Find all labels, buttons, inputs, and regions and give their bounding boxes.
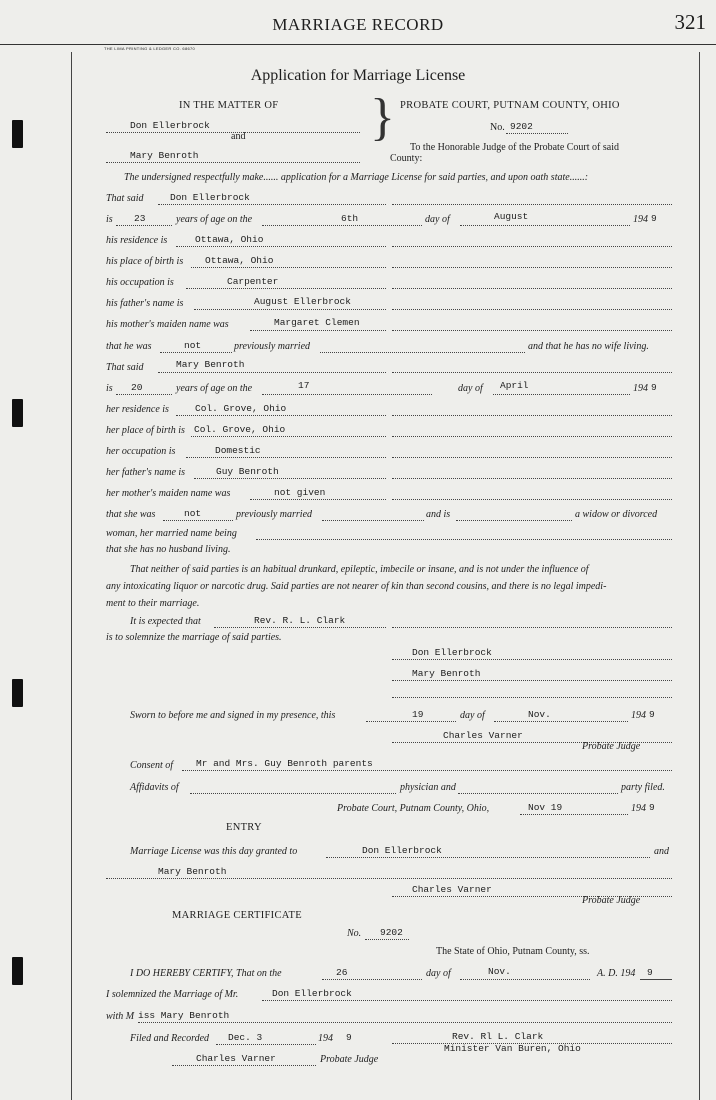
- probate-year-prefix: 194: [631, 803, 646, 814]
- fill-line: [190, 793, 396, 794]
- certify-ad-label: A. D. 194: [597, 968, 636, 979]
- bride-father-label: her father's name is: [106, 467, 186, 478]
- fill-line: [250, 499, 386, 500]
- certify-day: 26: [336, 967, 348, 978]
- fill-line: [392, 457, 672, 458]
- party-filed: party filed.: [621, 782, 665, 793]
- bride-married-prefix: that she was: [106, 509, 156, 520]
- bride-mother-label: her mother's maiden name was: [106, 488, 231, 499]
- groom-birthplace-label: his place of birth is: [106, 256, 184, 267]
- fill-line: [366, 721, 456, 722]
- page-number: 321: [674, 10, 706, 34]
- bride-name: Mary Benroth: [176, 359, 245, 370]
- groom-mother-label: his mother's maiden name was: [106, 319, 229, 330]
- groom-year-suffix: 9: [651, 213, 657, 224]
- record-title: MARRIAGE RECORD: [272, 15, 444, 34]
- binder-hole: [12, 679, 23, 707]
- groom-occupation-label: his occupation is: [106, 277, 174, 288]
- entry-groom: Don Ellerbrock: [362, 845, 442, 856]
- fill-line: [506, 133, 568, 134]
- solemnized-label: I solemnized the Marriage of Mr.: [106, 989, 239, 1000]
- binder-hole: [12, 957, 23, 985]
- bride-age: 20: [131, 382, 143, 393]
- filed-year-prefix: 194: [318, 1033, 333, 1044]
- groom-age-label: years of age on the: [176, 214, 253, 225]
- probate-date-label: Probate Court, Putnam County, Ohio,: [337, 803, 490, 814]
- entry-and: and: [654, 846, 669, 857]
- fill-line: [392, 246, 672, 247]
- page-header: [0, 0, 716, 46]
- bride-mother: not given: [274, 487, 326, 498]
- bride-residence: Col. Grove, Ohio: [195, 403, 287, 414]
- and-label: and: [231, 131, 246, 142]
- binder-hole: [12, 120, 23, 148]
- certificate-groom: Don Ellerbrock: [272, 988, 352, 999]
- certificate-judge-title: Probate Judge: [320, 1054, 379, 1065]
- fill-line: [116, 225, 172, 226]
- fill-line: [520, 814, 628, 815]
- groom-married-value: not: [184, 340, 202, 351]
- bride-age-label: years of age on the: [176, 383, 253, 394]
- court-name: PROBATE COURT, PUTNAM COUNTY, OHIO: [400, 100, 620, 111]
- fill-line: [320, 352, 525, 353]
- bride-that-said: That said: [106, 362, 144, 373]
- bride-birth-month: April: [500, 380, 529, 391]
- bride-married-value: not: [184, 508, 202, 519]
- officiant-signature: Rev. Rl L. Clark: [452, 1031, 544, 1042]
- groom-married-prefix: that he was: [106, 341, 152, 352]
- groom-residence: Ottawa, Ohio: [195, 234, 264, 245]
- fill-line: [392, 659, 672, 660]
- fill-line: [392, 309, 672, 310]
- fill-line: [250, 330, 386, 331]
- fill-line: [106, 162, 360, 163]
- probate-date: Nov 19: [528, 802, 563, 813]
- bracket: }: [370, 89, 395, 146]
- bride-and-is: and is: [426, 509, 451, 520]
- fill-line: [326, 857, 650, 858]
- fill-line: [262, 1000, 672, 1001]
- groom-year-prefix: 194: [633, 214, 648, 225]
- fill-line: [365, 939, 409, 940]
- matter-bride-name: Mary Benroth: [130, 150, 199, 161]
- fill-line: [186, 288, 386, 289]
- fill-line: [158, 372, 386, 373]
- certify-day-of: day of: [426, 968, 451, 979]
- groom-that-said: That said: [106, 193, 144, 204]
- in-matter-of: IN THE MATTER OF: [179, 100, 279, 111]
- fill-line: [172, 1065, 316, 1066]
- fill-line: [322, 520, 424, 521]
- bride-birthplace: Col. Grove, Ohio: [194, 424, 286, 435]
- groom-age: 23: [134, 213, 146, 224]
- sworn-month: Nov.: [528, 709, 551, 720]
- officiant-title: Minister Van Buren, Ohio: [444, 1043, 581, 1054]
- expected-label: It is expected that: [130, 616, 201, 627]
- fill-line: [392, 372, 672, 373]
- fill-line: [493, 394, 630, 395]
- groom-mother: Margaret Clemen: [274, 317, 360, 328]
- fill-line: [138, 1022, 672, 1023]
- fill-line: [460, 225, 630, 226]
- consent-label: Consent of: [130, 760, 174, 771]
- number-label: No.: [490, 122, 505, 133]
- to-judge-line-2: County:: [390, 153, 423, 164]
- bride-occupation: Domestic: [215, 445, 261, 456]
- fill-line: [256, 539, 672, 540]
- bride-birth-day: 17: [298, 380, 310, 391]
- entry-judge-title: Probate Judge: [582, 895, 641, 906]
- fill-line: [186, 457, 386, 458]
- fill-line: [392, 288, 672, 289]
- groom-father: August Ellerbrock: [254, 296, 351, 307]
- fill-line: [176, 415, 386, 416]
- bride-widow: a widow or divorced: [575, 509, 658, 520]
- bride-day-of: day of: [458, 383, 483, 394]
- fill-line: [392, 415, 672, 416]
- header-rule: [0, 44, 716, 45]
- certificate-bride: iss Mary Benroth: [138, 1010, 230, 1021]
- certificate-judge-signature: Charles Varner: [196, 1053, 276, 1064]
- fill-line: [322, 979, 422, 980]
- application-number: 9202: [510, 121, 533, 132]
- entry-judge-signature: Charles Varner: [412, 884, 492, 895]
- groom-occupation: Carpenter: [227, 276, 279, 287]
- sworn-year-suffix: 9: [649, 709, 655, 720]
- fill-line: [194, 309, 386, 310]
- fill-line: [392, 436, 672, 437]
- sworn-day-of: day of: [460, 710, 485, 721]
- groom-father-label: his father's name is: [106, 298, 184, 309]
- groom-birthplace: Ottawa, Ohio: [205, 255, 274, 266]
- groom-residence-label: his residence is: [106, 235, 168, 246]
- bride-married-label: previously married: [236, 509, 313, 520]
- signature-bride: Mary Benroth: [412, 668, 481, 679]
- with-label: with M: [106, 1011, 135, 1022]
- fill-line: [262, 394, 432, 395]
- fill-line: [640, 979, 672, 980]
- left-margin-rule: [71, 52, 72, 1100]
- to-judge-line-1: To the Honorable Judge of the Probate Court of said: [410, 142, 619, 153]
- filed-date: Dec. 3: [228, 1032, 263, 1043]
- fill-line: [191, 267, 386, 268]
- certificate-number: 9202: [380, 927, 403, 938]
- entry-bride: Mary Benroth: [158, 866, 227, 877]
- printer-imprint: THE LIMA PRINTING & LEDGER CO. 68670: [104, 46, 196, 51]
- signature-groom: Don Ellerbrock: [412, 647, 492, 658]
- judge-signature: Charles Varner: [443, 730, 523, 741]
- fill-line: [456, 520, 572, 521]
- bride-residence-label: her residence is: [106, 404, 169, 415]
- right-margin-rule: [699, 52, 700, 1100]
- bride-no-husband: that she has no husband living.: [106, 544, 231, 555]
- fill-line: [392, 478, 672, 479]
- binder-hole: [12, 399, 23, 427]
- fill-line: [194, 478, 386, 479]
- fill-line: [392, 204, 672, 205]
- physician-label: physician and: [400, 782, 456, 793]
- fill-line: [460, 979, 590, 980]
- bride-woman-married-name: woman, her married name being: [106, 528, 237, 539]
- bride-year-prefix: 194: [633, 383, 648, 394]
- solemnize-text: is to solemnize the marriage of said parties.: [106, 632, 282, 643]
- fill-line: [160, 352, 232, 353]
- filed-label: Filed and Recorded: [130, 1033, 210, 1044]
- fill-line: [392, 627, 672, 628]
- groom-married-label: previously married: [234, 341, 311, 352]
- fill-line: [392, 680, 672, 681]
- certify-year-suffix: 9: [647, 967, 653, 978]
- certify-label: I DO HEREBY CERTIFY, That on the: [130, 968, 282, 979]
- declaration-line-3: ment to their marriage.: [106, 598, 200, 609]
- groom-birth-month: August: [494, 211, 529, 222]
- fill-line: [176, 246, 386, 247]
- sworn-day: 19: [412, 709, 424, 720]
- officiant-name: Rev. R. L. Clark: [254, 615, 346, 626]
- entry-title: ENTRY: [226, 822, 262, 833]
- affidavits-label: Affidavits of: [130, 782, 179, 793]
- fill-line: [191, 436, 386, 437]
- sworn-year-prefix: 194: [631, 710, 646, 721]
- probate-year-suffix: 9: [649, 802, 655, 813]
- groom-no-wife: and that he has no wife living.: [528, 341, 649, 352]
- declaration-line-1: That neither of said parties is an habitual drunkard, epileptic, imbecile or insane, and is not under the influence of: [130, 564, 589, 575]
- fill-line: [262, 225, 422, 226]
- entry-granted-label: Marriage License was this day granted to: [130, 846, 298, 857]
- certificate-state: The State of Ohio, Putnam County, ss.: [436, 946, 590, 957]
- bride-father: Guy Benroth: [216, 466, 279, 477]
- groom-name: Don Ellerbrock: [170, 192, 250, 203]
- fill-line: [392, 697, 672, 698]
- groom-birth-day: 6th: [341, 213, 359, 224]
- bride-year-suffix: 9: [651, 382, 657, 393]
- certificate-title: MARRIAGE CERTIFICATE: [172, 910, 302, 921]
- fill-line: [214, 627, 386, 628]
- fill-line: [392, 267, 672, 268]
- consent-value: Mr and Mrs. Guy Benroth parents: [196, 758, 373, 769]
- fill-line: [458, 793, 618, 794]
- intro-text: The undersigned respectfully make...... application for a Marriage License for said parties, and upon oath state......:: [124, 172, 589, 183]
- fill-line: [392, 499, 672, 500]
- fill-line: [392, 330, 672, 331]
- groom-day-of: day of: [425, 214, 450, 225]
- fill-line: [216, 1044, 316, 1045]
- application-title: Application for Marriage License: [250, 67, 466, 84]
- judge-title: Probate Judge: [582, 741, 641, 752]
- bride-occupation-label: her occupation is: [106, 446, 176, 457]
- groom-is: is: [106, 214, 113, 225]
- filed-year-suffix: 9: [346, 1032, 352, 1043]
- certificate-number-label: No.: [347, 928, 362, 939]
- matter-groom-name: Don Ellerbrock: [130, 120, 210, 131]
- fill-line: [158, 204, 386, 205]
- bride-is: is: [106, 383, 113, 394]
- fill-line: [163, 520, 233, 521]
- fill-line: [494, 721, 628, 722]
- bride-birthplace-label: her place of birth is: [106, 425, 185, 436]
- fill-line: [116, 394, 172, 395]
- fill-line: [182, 770, 672, 771]
- sworn-label: Sworn to before me and signed in my presence, this: [130, 710, 336, 721]
- fill-line: [106, 878, 672, 879]
- declaration-line-2: any intoxicating liquor or narcotic drug. Said parties are not nearer of kin than second cousins, and there is no legal impedi-: [106, 581, 607, 592]
- certify-month: Nov.: [488, 966, 511, 977]
